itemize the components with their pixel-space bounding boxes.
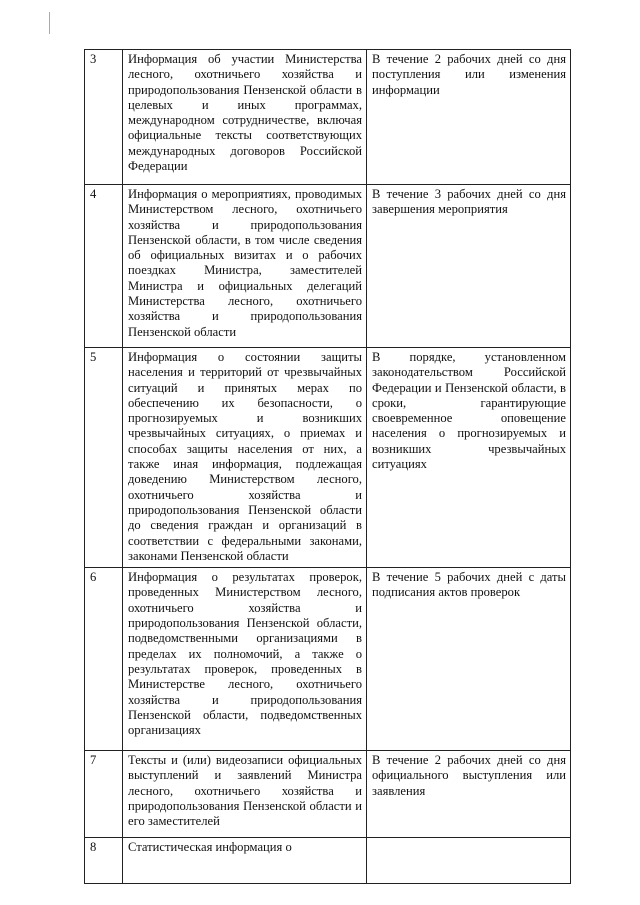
deadline-cell: В течение 3 рабочих дней со дня завершения мероприятия [367, 185, 571, 348]
table-row [85, 50, 571, 185]
table-row [85, 568, 571, 751]
information-table [84, 49, 571, 884]
row-number: 8 [85, 838, 123, 884]
deadline-cell: В течение 2 рабочих дней со дня поступления или изменения информации [367, 50, 571, 185]
row-number: 5 [85, 348, 123, 568]
table-row [85, 838, 571, 884]
deadline-cell [367, 838, 571, 884]
information-cell: Информация о состоянии защиты населения и территорий от чрезвычайных ситуаций и принятых мерах по обеспечению их безопасности, о прогнозируемых и возникших чрезвычайных ситуациях, о приемах и способах защиты населения от них, а также иная информация, подлежащая доведению Министерством лесного, охотничьего хозяйства и природопользования Пензенской области до сведения граждан и организаций в соответствии с федеральными законами, законами Пензенской области [123, 348, 367, 568]
row-number: 6 [85, 568, 123, 751]
scan-margin-mark [49, 12, 50, 34]
deadline-cell: В течение 2 рабочих дней со дня официального выступления или заявления [367, 751, 571, 838]
information-cell: Тексты и (или) видеозаписи официальных выступлений и заявлений Министра лесного, охотничьего хозяйства и природопользования Пензенской области и его заместителей [123, 751, 367, 838]
information-cell: Статистическая информация о [123, 838, 367, 884]
information-cell: Информация о мероприятиях, проводимых Министерством лесного, охотничьего хозяйства и природопользования Пензенской области, в том числе сведения об официальных визитах и о рабочих поездках Министра, заместителей Министра и официальных делегаций Министерства лесного, охотничьего хозяйства и природопользования Пензенской области [123, 185, 367, 348]
table-row [85, 185, 571, 348]
table-row [85, 751, 571, 838]
table-row [85, 348, 571, 568]
deadline-cell: В течение 5 рабочих дней с даты подписания актов проверок [367, 568, 571, 751]
row-number: 3 [85, 50, 123, 185]
information-cell: Информация об участии Министерства лесного, охотничьего хозяйства и природопользования Пензенской области в целевых и иных программах, международном сотрудничестве, включая официальные тексты соответствующих международных договоров Российской Федерации [123, 50, 367, 185]
deadline-cell: В порядке, установленном законодательством Российской Федерации и Пензенской области, в сроки, гарантирующие своевременное оповещение населения о прогнозируемых и возникших чрезвычайных ситуациях [367, 348, 571, 568]
row-number: 4 [85, 185, 123, 348]
information-cell: Информация о результатах проверок, проведенных Министерством лесного, охотничьего хозяйства и природопользования Пензенской области, подведомственными организациями в пределах их полномочий, а также о результатах проверок, проведенных в Министерстве лесного, охотничьего хозяйства и природопользования Пензенской области, подведомственных организациях [123, 568, 367, 751]
row-number: 7 [85, 751, 123, 838]
